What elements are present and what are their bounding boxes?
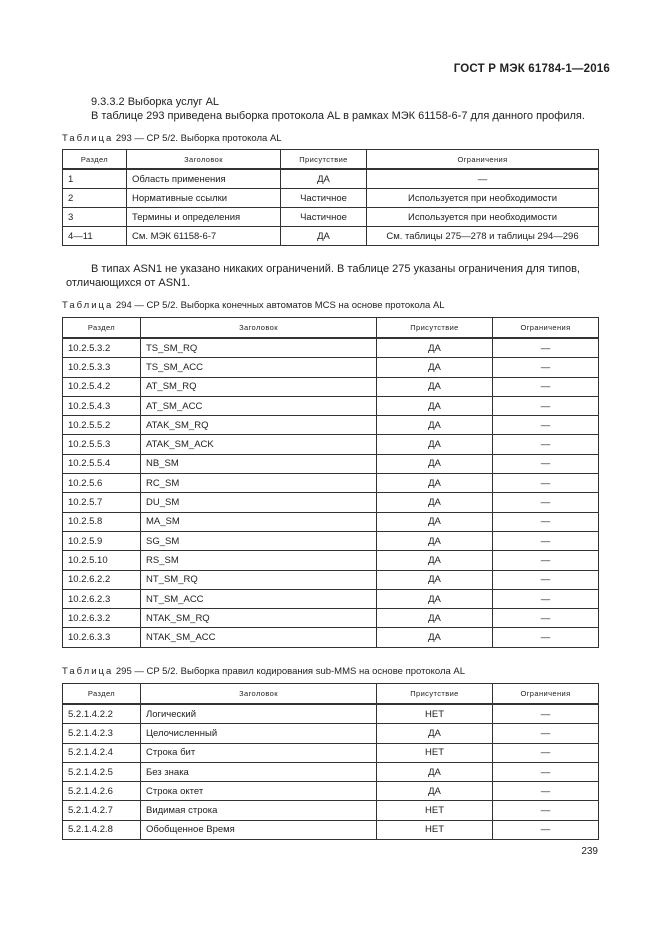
table-header-row: [63, 150, 599, 170]
table-295: [62, 683, 599, 840]
column-header: Присутствие: [281, 150, 367, 170]
section-cell: 5.2.1.4.2.2: [63, 704, 141, 724]
restriction-cell: —: [493, 628, 599, 647]
table-row: [63, 338, 599, 358]
title-cell: NT_SM_RQ: [141, 570, 377, 589]
restriction-cell: —: [493, 704, 599, 724]
table-row: [63, 628, 599, 647]
presence-cell: ДА: [377, 628, 493, 647]
restriction-cell: —: [493, 435, 599, 454]
presence-cell: ДА: [377, 377, 493, 396]
title-cell: Область применения: [127, 169, 281, 189]
section-cell: 10.2.5.10: [63, 551, 141, 570]
section-cell: 1: [63, 169, 127, 189]
presence-cell: ДА: [281, 227, 367, 246]
presence-cell: ДА: [377, 782, 493, 801]
title-cell: ATAK_SM_ACK: [141, 435, 377, 454]
presence-cell: ДА: [377, 512, 493, 531]
title-cell: Видимая строка: [141, 801, 377, 820]
title-cell: DU_SM: [141, 493, 377, 512]
title-cell: Без знака: [141, 762, 377, 781]
restriction-cell: —: [493, 782, 599, 801]
presence-cell: НЕТ: [377, 801, 493, 820]
presence-cell: ДА: [377, 570, 493, 589]
caption-word: Таблица: [62, 133, 114, 144]
section-cell: 10.2.5.9: [63, 531, 141, 550]
presence-cell: ДА: [377, 531, 493, 550]
section-title: 9.3.3.2 Выборка услуг AL: [91, 96, 220, 108]
section-cell: 10.2.6.3.3: [63, 628, 141, 647]
table-row: [63, 474, 599, 493]
section-cell: 10.2.5.3.2: [63, 338, 141, 358]
caption-text: 293 — CP 5/2. Выборка протокола AL: [113, 133, 282, 144]
table-row: [63, 724, 599, 743]
table-row: [63, 189, 599, 208]
section-cell: 5.2.1.4.2.8: [63, 820, 141, 839]
caption-word: Таблица: [62, 300, 114, 311]
table-header-row: [63, 318, 599, 339]
title-cell: ATAK_SM_RQ: [141, 416, 377, 435]
section-cell: 10.2.5.6: [63, 474, 141, 493]
restriction-cell: —: [493, 377, 599, 396]
restriction-cell: См. таблицы 275—278 и таблицы 294—296: [367, 227, 599, 246]
table-row: [63, 531, 599, 550]
restriction-cell: —: [493, 531, 599, 550]
caption-text: 294 — CP 5/2. Выборка конечных автоматов MCS на основе протокола AL: [113, 300, 445, 311]
restriction-cell: —: [493, 338, 599, 358]
restriction-cell: —: [493, 570, 599, 589]
section-cell: 10.2.5.4.3: [63, 396, 141, 415]
section-cell: 5.2.1.4.2.4: [63, 743, 141, 762]
table-293: [62, 149, 599, 246]
paragraph-line: В типах ASN1 не указано никаких ограничений. В таблице 275 указаны ограничения для типов,: [91, 263, 580, 275]
table-row: [63, 512, 599, 531]
restriction-cell: —: [493, 820, 599, 839]
presence-cell: ДА: [377, 609, 493, 628]
title-cell: TS_SM_RQ: [141, 338, 377, 358]
column-header: Раздел: [63, 684, 141, 705]
section-cell: 5.2.1.4.2.5: [63, 762, 141, 781]
table-row: [63, 227, 599, 246]
table-row: [63, 589, 599, 608]
table-header-row: [63, 684, 599, 705]
restriction-cell: —: [493, 743, 599, 762]
title-cell: NT_SM_ACC: [141, 589, 377, 608]
table-295-caption: [62, 666, 465, 677]
presence-cell: ДА: [377, 358, 493, 377]
column-header: Присутствие: [377, 318, 493, 339]
restriction-cell: Используется при необходимости: [367, 208, 599, 227]
table-row: [63, 169, 599, 189]
title-cell: AT_SM_RQ: [141, 377, 377, 396]
section-cell: 10.2.5.3.3: [63, 358, 141, 377]
column-header: Заголовок: [127, 150, 281, 170]
presence-cell: ДА: [377, 338, 493, 358]
table-body: [63, 338, 599, 647]
table-row: [63, 396, 599, 415]
paragraph-asn1: [66, 262, 600, 290]
section-cell: 10.2.5.8: [63, 512, 141, 531]
table-row: [63, 208, 599, 227]
caption-word: Таблица: [62, 666, 114, 677]
presence-cell: ДА: [377, 589, 493, 608]
restriction-cell: Используется при необходимости: [367, 189, 599, 208]
section-cell: 10.2.5.4.2: [63, 377, 141, 396]
table-row: [63, 454, 599, 473]
restriction-cell: —: [493, 609, 599, 628]
title-cell: Строка бит: [141, 743, 377, 762]
presence-cell: Частичное: [281, 189, 367, 208]
table-293-caption: [62, 133, 282, 144]
title-cell: Логический: [141, 704, 377, 724]
column-header: Ограничения: [367, 150, 599, 170]
paragraph-line: отличающихся от ASN1.: [66, 277, 191, 289]
presence-cell: ДА: [377, 551, 493, 570]
section-cell: 10.2.6.3.2: [63, 609, 141, 628]
restriction-cell: —: [493, 762, 599, 781]
table-row: [63, 416, 599, 435]
table-row: [63, 743, 599, 762]
presence-cell: ДА: [377, 762, 493, 781]
intro-paragraph: В таблице 293 приведена выборка протокола AL в рамках МЭК 61158-6-7 для данного профиля.: [91, 110, 585, 122]
restriction-cell: —: [493, 801, 599, 820]
table-row: [63, 609, 599, 628]
table-row: [63, 801, 599, 820]
section-cell: 2: [63, 189, 127, 208]
presence-cell: ДА: [377, 435, 493, 454]
restriction-cell: —: [493, 724, 599, 743]
section-cell: 10.2.5.7: [63, 493, 141, 512]
table-row: [63, 704, 599, 724]
table-row: [63, 782, 599, 801]
title-cell: Целочисленный: [141, 724, 377, 743]
table-row: [63, 820, 599, 839]
column-header: Раздел: [63, 150, 127, 170]
table-body: [63, 169, 599, 246]
table-row: [63, 377, 599, 396]
column-header: Ограничения: [493, 684, 599, 705]
title-cell: AT_SM_ACC: [141, 396, 377, 415]
table-row: [63, 358, 599, 377]
column-header: Раздел: [63, 318, 141, 339]
presence-cell: НЕТ: [377, 704, 493, 724]
restriction-cell: —: [367, 169, 599, 189]
presence-cell: ДА: [281, 169, 367, 189]
section-cell: 5.2.1.4.2.7: [63, 801, 141, 820]
page-number: 239: [581, 846, 598, 857]
table-294-caption: [62, 300, 445, 311]
section-cell: 10.2.5.5.2: [63, 416, 141, 435]
presence-cell: Частичное: [281, 208, 367, 227]
restriction-cell: —: [493, 454, 599, 473]
title-cell: MA_SM: [141, 512, 377, 531]
title-cell: NTAK_SM_RQ: [141, 609, 377, 628]
title-cell: Нормативные ссылки: [127, 189, 281, 208]
title-cell: Термины и определения: [127, 208, 281, 227]
title-cell: RC_SM: [141, 474, 377, 493]
presence-cell: НЕТ: [377, 743, 493, 762]
table-row: [63, 762, 599, 781]
section-cell: 5.2.1.4.2.3: [63, 724, 141, 743]
restriction-cell: —: [493, 474, 599, 493]
table-row: [63, 493, 599, 512]
restriction-cell: —: [493, 551, 599, 570]
restriction-cell: —: [493, 358, 599, 377]
presence-cell: ДА: [377, 724, 493, 743]
table-row: [63, 570, 599, 589]
column-header: Присутствие: [377, 684, 493, 705]
table-body: [63, 704, 599, 840]
restriction-cell: —: [493, 416, 599, 435]
presence-cell: ДА: [377, 396, 493, 415]
table-row: [63, 435, 599, 454]
table-294: [62, 317, 599, 648]
column-header: Заголовок: [141, 684, 377, 705]
restriction-cell: —: [493, 589, 599, 608]
section-cell: 10.2.5.5.4: [63, 454, 141, 473]
document-header: ГОСТ Р МЭК 61784-1—2016: [453, 63, 610, 75]
column-header: Заголовок: [141, 318, 377, 339]
title-cell: SG_SM: [141, 531, 377, 550]
presence-cell: ДА: [377, 493, 493, 512]
presence-cell: ДА: [377, 454, 493, 473]
section-cell: 10.2.6.2.3: [63, 589, 141, 608]
caption-text: 295 — CP 5/2. Выборка правил кодирования sub-MMS на основе протокола AL: [113, 666, 466, 677]
section-cell: 5.2.1.4.2.6: [63, 782, 141, 801]
presence-cell: НЕТ: [377, 820, 493, 839]
restriction-cell: —: [493, 396, 599, 415]
section-cell: 10.2.6.2.2: [63, 570, 141, 589]
title-cell: Строка октет: [141, 782, 377, 801]
title-cell: RS_SM: [141, 551, 377, 570]
section-cell: 10.2.5.5.3: [63, 435, 141, 454]
presence-cell: ДА: [377, 474, 493, 493]
title-cell: NB_SM: [141, 454, 377, 473]
column-header: Ограничения: [493, 318, 599, 339]
title-cell: NTAK_SM_ACC: [141, 628, 377, 647]
title-cell: См. МЭК 61158-6-7: [127, 227, 281, 246]
restriction-cell: —: [493, 493, 599, 512]
title-cell: Обобщенное Время: [141, 820, 377, 839]
presence-cell: ДА: [377, 416, 493, 435]
section-cell: 3: [63, 208, 127, 227]
restriction-cell: —: [493, 512, 599, 531]
title-cell: TS_SM_ACC: [141, 358, 377, 377]
table-row: [63, 551, 599, 570]
section-cell: 4—11: [63, 227, 127, 246]
